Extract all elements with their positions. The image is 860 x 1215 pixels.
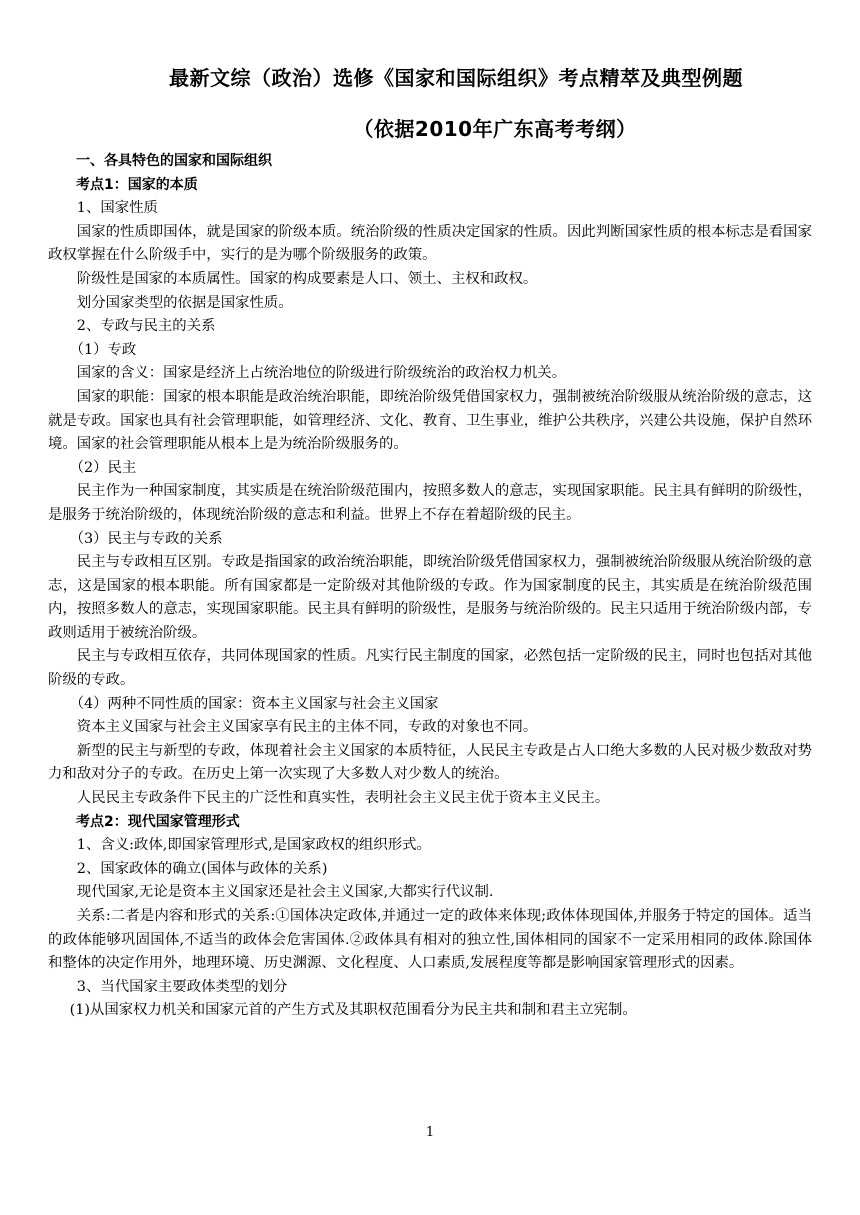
subsection-title: 1、国家性质 bbox=[76, 200, 158, 217]
paragraph: 国家的性质即国体，就是国家的阶级本质。统治阶级的性质决定国家的性质。因此判断国家性质的根本标志是看国家政权掌握在什么阶级手中，实行的是为哪个阶级服务的政策。 bbox=[48, 223, 812, 264]
paragraph: 国家的职能：国家的根本职能是政治统治职能，即统治阶级凭借国家权力，强制被统治阶级服从统治阶级的意志，这就是专政。国家也具有社会管理职能，如管理经济、文化、教育、卫生事业，维护公共秩序，兴建公共设施，保护自然环境。国家的社会管理职能从根本上是为统治阶级服务的。 bbox=[48, 388, 812, 453]
sub-item-title: （2）民主 bbox=[69, 459, 137, 476]
paragraph: 划分国家类型的依据是国家性质。 bbox=[76, 294, 293, 311]
paragraph: 民主与专政相互依存，共同体现国家的性质。凡实行民主制度的国家，必然包括一定阶级的民主，同时也包括对其他阶级的专政。 bbox=[48, 648, 812, 689]
paragraph: 民主与专政相互区别。专政是指国家的政治统治职能，即统治阶级凭借国家权力，强制被统治阶级服从统治阶级的意志，这是国家的根本职能。所有国家都是一定阶级对其他阶级的专政。作为国家制度的民主，其实质是在统治阶级范围内，按照多数人的意志，实现国家职能。民主具有鲜明的阶级性，是服务与统治阶级的。民主只适用于统治阶级内部，专政则适用于被统治阶级。 bbox=[48, 554, 812, 641]
paragraph: 关系:二者是内容和形式的关系:①国体决定政体,并通过一定的政体来体现;政体体现国体,并服务于特定的国体。适当的政体能够巩固国体,不适当的政体会危害国体.②政体具有相对的独立性,国体相同的国家不一定采用相同的政体.除国体和整体的决定作用外，地理环境、历史渊源、文化程度、人口素质,发展程度等都是影响国家管理形式的因素。 bbox=[48, 908, 812, 972]
document-title: 最新文综（政治）选修《国家和国际组织》考点精萃及典型例题 bbox=[169, 66, 743, 90]
document-subtitle: （依据2010年广东高考考纲） bbox=[353, 117, 637, 141]
paragraph: 阶级性是国家的本质属性。国家的构成要素是人口、领土、主权和政权。 bbox=[76, 270, 538, 287]
paragraph: 资本主义国家与社会主义国家享有民主的主体不同，专政的对象也不同。 bbox=[76, 719, 538, 736]
kp2-heading: 考点2：现代国家管理形式 bbox=[76, 813, 240, 830]
paragraph: 1、含义:政体,即国家管理形式,是国家政权的组织形式。 bbox=[76, 837, 431, 854]
section-heading: 一、各具特色的国家和国际组织 bbox=[76, 153, 272, 169]
sub-item-title: （1）专政 bbox=[69, 341, 137, 358]
kp1-heading: 考点1：国家的本质 bbox=[76, 176, 198, 193]
paragraph: 国家的含义：国家是经济上占统治地位的阶级进行阶级统治的政治权力机关。 bbox=[76, 365, 567, 382]
page-number: 1 bbox=[425, 1125, 435, 1140]
paragraph: 民主作为一种国家制度，其实质是在统治阶级范围内，按照多数人的意志，实现国家职能。民主具有鲜明的阶级性，是服务于统治阶级的，体现统治阶级的意志和利益。世界上不存在着超阶级的民主。 bbox=[48, 483, 812, 523]
sub-item-title: （4）两种不同性质的国家：资本主义国家与社会主义国家 bbox=[69, 695, 439, 712]
paragraph: (1)从国家权力机关和国家元首的产生方式及其职权范围看分为民主共和制和君主立宪制。 bbox=[69, 1002, 637, 1019]
paragraph: 新型的民主与新型的专政，体现着社会主义国家的本质特征，人民民主专政是占人口绝大多数的人民对极少数敌对势力和敌对分子的专政。在历史上第一次实现了大多数人对少数人的统治。 bbox=[48, 742, 812, 783]
document-body bbox=[48, 150, 812, 1023]
sub-item-title: （3）民主与专政的关系 bbox=[69, 530, 223, 547]
paragraph: 3、当代国家主要政体类型的划分 bbox=[76, 978, 288, 995]
paragraph: 2、国家政体的确立(国体与政体的关系) bbox=[76, 860, 328, 877]
paragraph: 人民民主专政条件下民主的广泛性和真实性，表明社会主义民主优于资本主义民主。 bbox=[76, 790, 610, 807]
paragraph: 现代国家,无论是资本主义国家还是社会主义国家,大都实行代议制. bbox=[76, 884, 494, 901]
subsection-title: 2、专政与民主的关系 bbox=[76, 318, 216, 335]
